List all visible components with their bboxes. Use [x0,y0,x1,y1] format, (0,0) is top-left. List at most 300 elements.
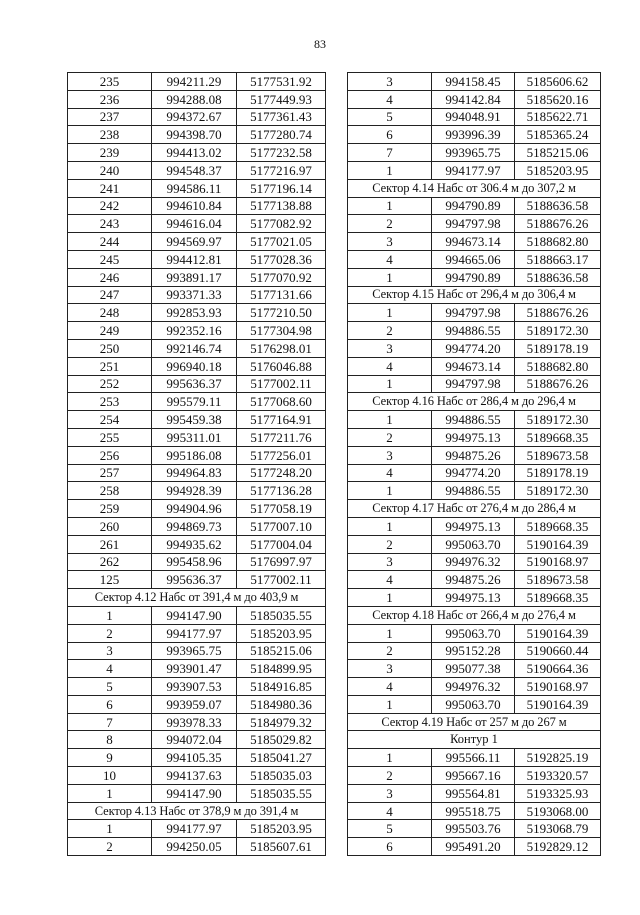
point-number-cell: 2 [348,767,432,785]
point-number-cell: 1 [348,624,432,642]
x-coordinate-cell: 993978.33 [152,713,237,731]
y-coordinate-cell: 5189172.30 [515,482,601,500]
y-coordinate-cell: 5189178.19 [515,464,601,482]
point-number-cell: 6 [348,838,432,856]
x-coordinate-cell: 995459.38 [152,411,237,429]
y-coordinate-cell: 5190164.39 [515,624,601,642]
y-coordinate-cell: 5189673.58 [515,571,601,589]
point-number-cell: 10 [68,767,152,785]
y-coordinate-cell: 5185215.06 [237,642,326,660]
table-row [68,767,326,785]
table-row [348,322,601,340]
x-coordinate-cell: 994288.08 [152,90,237,108]
x-coordinate-cell: 995063.70 [432,624,515,642]
point-number-cell: 4 [68,660,152,678]
sector-title: Сектор 4.13 Набс от 378,9 м до 391,4 м [68,802,326,820]
point-number-cell: 4 [348,464,432,482]
point-number-cell: 1 [348,197,432,215]
x-coordinate-cell: 994105.35 [152,749,237,767]
y-coordinate-cell: 5177068.60 [237,393,326,411]
x-coordinate-cell: 995579.11 [152,393,237,411]
table-row [348,233,601,251]
point-number-cell: 2 [348,535,432,553]
point-number-cell: 4 [348,250,432,268]
y-coordinate-cell: 5177256.01 [237,446,326,464]
table-row [68,108,326,126]
x-coordinate-cell: 993891.17 [152,268,237,286]
y-coordinate-cell: 5185203.95 [237,820,326,838]
table-row [348,464,601,482]
y-coordinate-cell: 5177304.98 [237,322,326,340]
point-number-cell: 4 [348,802,432,820]
table-row [68,517,326,535]
table-row [68,571,326,589]
y-coordinate-cell: 5185029.82 [237,731,326,749]
point-number-cell: 4 [348,571,432,589]
table-row [68,215,326,233]
x-coordinate-cell: 994790.89 [432,197,515,215]
table-row [68,126,326,144]
point-number-cell: 252 [68,375,152,393]
x-coordinate-cell: 993959.07 [152,695,237,713]
point-number-cell: 1 [68,784,152,802]
y-coordinate-cell: 5188676.26 [515,215,601,233]
y-coordinate-cell: 5176046.88 [237,357,326,375]
point-number-cell: 1 [348,304,432,322]
x-coordinate-cell: 994147.90 [152,784,237,802]
point-number-cell: 1 [348,161,432,179]
point-number-cell: 2 [348,428,432,446]
x-coordinate-cell: 995077.38 [432,660,515,678]
table-row [348,624,601,642]
y-coordinate-cell: 5177028.36 [237,250,326,268]
point-number-cell: 251 [68,357,152,375]
point-number-cell: 2 [348,215,432,233]
table-row [68,144,326,162]
y-coordinate-cell: 5190164.39 [515,695,601,713]
x-coordinate-cell: 995311.01 [152,428,237,446]
y-coordinate-cell: 5177232.58 [237,144,326,162]
y-coordinate-cell: 5177216.97 [237,161,326,179]
x-coordinate-cell: 994048.91 [432,108,515,126]
table-row [348,820,601,838]
contour-title: Контур 1 [348,731,601,749]
table-row [348,660,601,678]
point-number-cell: 257 [68,464,152,482]
y-coordinate-cell: 5185035.55 [237,606,326,624]
sector-header-row [68,589,326,607]
x-coordinate-cell: 994928.39 [152,482,237,500]
table-row [68,642,326,660]
y-coordinate-cell: 5177136.28 [237,482,326,500]
point-number-cell: 1 [348,375,432,393]
table-row [348,553,601,571]
point-number-cell: 237 [68,108,152,126]
x-coordinate-cell: 995667.16 [432,767,515,785]
table-row [68,695,326,713]
point-number-cell: 3 [348,446,432,464]
table-row [68,749,326,767]
table-row [348,695,601,713]
y-coordinate-cell: 5190164.39 [515,535,601,553]
point-number-cell: 259 [68,500,152,518]
table-row [348,197,601,215]
y-coordinate-cell: 5190660.44 [515,642,601,660]
table-row [68,375,326,393]
point-number-cell: 4 [348,90,432,108]
table-row [68,197,326,215]
sector-header-row [348,179,601,197]
point-number-cell: 6 [348,126,432,144]
x-coordinate-cell: 994211.29 [152,73,237,91]
point-number-cell: 1 [348,482,432,500]
x-coordinate-cell: 994774.20 [432,464,515,482]
x-coordinate-cell: 994158.45 [432,73,515,91]
y-coordinate-cell: 5184899.95 [237,660,326,678]
y-coordinate-cell: 5193068.79 [515,820,601,838]
sector-title: Сектор 4.12 Набс от 391,4 м до 403,9 м [68,589,326,607]
table-row [348,589,601,607]
y-coordinate-cell: 5189668.35 [515,428,601,446]
table-row [348,161,601,179]
x-coordinate-cell: 994797.98 [432,215,515,233]
x-coordinate-cell: 994569.97 [152,233,237,251]
x-coordinate-cell: 993965.75 [432,144,515,162]
x-coordinate-cell: 995063.70 [432,695,515,713]
table-row [348,784,601,802]
point-number-cell: 256 [68,446,152,464]
x-coordinate-cell: 994975.13 [432,589,515,607]
table-row [68,304,326,322]
x-coordinate-cell: 994413.02 [152,144,237,162]
y-coordinate-cell: 5184980.36 [237,695,326,713]
point-number-cell: 258 [68,482,152,500]
point-number-cell: 4 [348,357,432,375]
y-coordinate-cell: 5177210.50 [237,304,326,322]
table-row [348,144,601,162]
y-coordinate-cell: 5177070.92 [237,268,326,286]
sector-title: Сектор 4.15 Набс от 296,4 м до 306,4 м [348,286,601,304]
sector-title: Сектор 4.14 Набс от 306.4 м до 307,2 м [348,179,601,197]
table-row [68,713,326,731]
point-number-cell: 1 [68,606,152,624]
point-number-cell: 1 [348,695,432,713]
y-coordinate-cell: 5188682.80 [515,233,601,251]
y-coordinate-cell: 5189172.30 [515,411,601,429]
table-row [348,250,601,268]
y-coordinate-cell: 5177002.11 [237,571,326,589]
table-row [68,678,326,696]
sector-title: Сектор 4.19 Набс от 257 м до 267 м [348,713,601,731]
x-coordinate-cell: 994975.13 [432,517,515,535]
y-coordinate-cell: 5185622.71 [515,108,601,126]
point-number-cell: 260 [68,517,152,535]
point-number-cell: 3 [348,553,432,571]
table-row [68,357,326,375]
x-coordinate-cell: 994797.98 [432,304,515,322]
point-number-cell: 3 [348,339,432,357]
table-row [68,500,326,518]
x-coordinate-cell: 994869.73 [152,517,237,535]
y-coordinate-cell: 5192825.19 [515,749,601,767]
x-coordinate-cell: 994774.20 [432,339,515,357]
point-number-cell: 262 [68,553,152,571]
x-coordinate-cell: 996940.18 [152,357,237,375]
x-coordinate-cell: 994616.04 [152,215,237,233]
point-number-cell: 3 [348,784,432,802]
table-row [348,571,601,589]
y-coordinate-cell: 5176997.97 [237,553,326,571]
table-row [68,233,326,251]
x-coordinate-cell: 994137.63 [152,767,237,785]
table-row [68,820,326,838]
y-coordinate-cell: 5177082.92 [237,215,326,233]
y-coordinate-cell: 5189178.19 [515,339,601,357]
y-coordinate-cell: 5190168.97 [515,678,601,696]
sector-header-row [348,393,601,411]
table-row [348,428,601,446]
table-row [68,161,326,179]
x-coordinate-cell: 994886.55 [432,322,515,340]
point-number-cell: 249 [68,322,152,340]
x-coordinate-cell: 994886.55 [432,411,515,429]
table-row [68,660,326,678]
table-row [348,749,601,767]
y-coordinate-cell: 5177196.14 [237,179,326,197]
table-row [348,802,601,820]
point-number-cell: 5 [348,108,432,126]
table-row [348,268,601,286]
y-coordinate-cell: 5185041.27 [237,749,326,767]
x-coordinate-cell: 993901.47 [152,660,237,678]
y-coordinate-cell: 5177280.74 [237,126,326,144]
x-coordinate-cell: 994665.06 [432,250,515,268]
y-coordinate-cell: 5189668.35 [515,589,601,607]
x-coordinate-cell: 994875.26 [432,446,515,464]
x-coordinate-cell: 995518.75 [432,802,515,820]
x-coordinate-cell: 994412.81 [152,250,237,268]
point-number-cell: 261 [68,535,152,553]
y-coordinate-cell: 5177002.11 [237,375,326,393]
y-coordinate-cell: 5188663.17 [515,250,601,268]
table-row [348,73,601,91]
x-coordinate-cell: 994975.13 [432,428,515,446]
table-row [68,428,326,446]
sector-header-row [348,500,601,518]
point-number-cell: 243 [68,215,152,233]
x-coordinate-cell: 994250.05 [152,838,237,856]
y-coordinate-cell: 5177164.91 [237,411,326,429]
x-coordinate-cell: 995458.96 [152,553,237,571]
point-number-cell: 5 [348,820,432,838]
y-coordinate-cell: 5192829.12 [515,838,601,856]
x-coordinate-cell: 995564.81 [432,784,515,802]
y-coordinate-cell: 5188676.26 [515,375,601,393]
y-coordinate-cell: 5188636.58 [515,268,601,286]
x-coordinate-cell: 994935.62 [152,535,237,553]
point-number-cell: 1 [348,589,432,607]
point-number-cell: 239 [68,144,152,162]
y-coordinate-cell: 5177058.19 [237,500,326,518]
coordinates-table-right [347,72,601,856]
table-row [348,108,601,126]
x-coordinate-cell: 994177.97 [152,624,237,642]
point-number-cell: 2 [348,322,432,340]
y-coordinate-cell: 5177211.76 [237,428,326,446]
table-row [348,767,601,785]
contour-header-row [348,731,601,749]
table-row [68,73,326,91]
point-number-cell: 6 [68,695,152,713]
table-row [348,215,601,233]
x-coordinate-cell: 994177.97 [432,161,515,179]
x-coordinate-cell: 993907.53 [152,678,237,696]
y-coordinate-cell: 5185035.55 [237,784,326,802]
table-row [68,838,326,856]
x-coordinate-cell: 994072.04 [152,731,237,749]
point-number-cell: 235 [68,73,152,91]
table-row [68,393,326,411]
point-number-cell: 8 [68,731,152,749]
x-coordinate-cell: 992146.74 [152,339,237,357]
y-coordinate-cell: 5190168.97 [515,553,601,571]
sector-header-row [348,713,601,731]
point-number-cell: 238 [68,126,152,144]
y-coordinate-cell: 5185203.95 [515,161,601,179]
x-coordinate-cell: 994586.11 [152,179,237,197]
table-row [68,606,326,624]
point-number-cell: 1 [348,268,432,286]
point-number-cell: 125 [68,571,152,589]
y-coordinate-cell: 5177131.66 [237,286,326,304]
table-row [348,517,601,535]
table-row [348,411,601,429]
sector-title: Сектор 4.18 Набс от 266,4 м до 276,4 м [348,606,601,624]
x-coordinate-cell: 994673.14 [432,357,515,375]
table-row [68,464,326,482]
y-coordinate-cell: 5188636.58 [515,197,601,215]
y-coordinate-cell: 5189172.30 [515,322,601,340]
y-coordinate-cell: 5177004.04 [237,535,326,553]
x-coordinate-cell: 994142.84 [432,90,515,108]
x-coordinate-cell: 993996.39 [432,126,515,144]
table-row [68,322,326,340]
table-row [68,624,326,642]
table-row [348,375,601,393]
point-number-cell: 4 [348,678,432,696]
point-number-cell: 9 [68,749,152,767]
x-coordinate-cell: 994147.90 [152,606,237,624]
y-coordinate-cell: 5184979.32 [237,713,326,731]
table-row [348,535,601,553]
table-row [348,642,601,660]
x-coordinate-cell: 995636.37 [152,375,237,393]
x-coordinate-cell: 995566.11 [432,749,515,767]
point-number-cell: 246 [68,268,152,286]
table-row [68,268,326,286]
x-coordinate-cell: 995491.20 [432,838,515,856]
y-coordinate-cell: 5185607.61 [237,838,326,856]
table-row [348,678,601,696]
y-coordinate-cell: 5177007.10 [237,517,326,535]
y-coordinate-cell: 5177021.05 [237,233,326,251]
coordinates-table-left [67,72,326,856]
y-coordinate-cell: 5193325.93 [515,784,601,802]
sector-header-row [348,606,601,624]
point-number-cell: 242 [68,197,152,215]
x-coordinate-cell: 994548.37 [152,161,237,179]
point-number-cell: 5 [68,678,152,696]
sector-header-row [68,802,326,820]
point-number-cell: 7 [348,144,432,162]
point-number-cell: 3 [348,233,432,251]
table-row [348,446,601,464]
sector-header-row [348,286,601,304]
point-number-cell: 248 [68,304,152,322]
y-coordinate-cell: 5185620.16 [515,90,601,108]
y-coordinate-cell: 5177248.20 [237,464,326,482]
table-row [68,250,326,268]
point-number-cell: 3 [68,642,152,660]
x-coordinate-cell: 994904.96 [152,500,237,518]
y-coordinate-cell: 5176298.01 [237,339,326,357]
point-number-cell: 254 [68,411,152,429]
sector-title: Сектор 4.17 Набс от 276,4 м до 286,4 м [348,500,601,518]
x-coordinate-cell: 994372.67 [152,108,237,126]
y-coordinate-cell: 5190664.36 [515,660,601,678]
table-row [68,286,326,304]
table-row [348,482,601,500]
table-row [68,90,326,108]
y-coordinate-cell: 5189673.58 [515,446,601,464]
point-number-cell: 241 [68,179,152,197]
table-row [68,446,326,464]
point-number-cell: 2 [348,642,432,660]
x-coordinate-cell: 993965.75 [152,642,237,660]
point-number-cell: 250 [68,339,152,357]
x-coordinate-cell: 994797.98 [432,375,515,393]
point-number-cell: 245 [68,250,152,268]
y-coordinate-cell: 5184916.85 [237,678,326,696]
point-number-cell: 7 [68,713,152,731]
x-coordinate-cell: 994790.89 [432,268,515,286]
x-coordinate-cell: 995503.76 [432,820,515,838]
x-coordinate-cell: 995186.08 [152,446,237,464]
y-coordinate-cell: 5185365.24 [515,126,601,144]
y-coordinate-cell: 5185203.95 [237,624,326,642]
x-coordinate-cell: 994673.14 [432,233,515,251]
point-number-cell: 1 [348,749,432,767]
x-coordinate-cell: 995152.28 [432,642,515,660]
point-number-cell: 247 [68,286,152,304]
page-number: 83 [314,37,326,51]
x-coordinate-cell: 993371.33 [152,286,237,304]
table-row [68,535,326,553]
x-coordinate-cell: 992352.16 [152,322,237,340]
table-row [348,339,601,357]
y-coordinate-cell: 5188682.80 [515,357,601,375]
point-number-cell: 236 [68,90,152,108]
point-number-cell: 253 [68,393,152,411]
x-coordinate-cell: 995636.37 [152,571,237,589]
x-coordinate-cell: 994976.32 [432,678,515,696]
point-number-cell: 3 [348,660,432,678]
x-coordinate-cell: 994610.84 [152,197,237,215]
point-number-cell: 1 [68,820,152,838]
y-coordinate-cell: 5177138.88 [237,197,326,215]
x-coordinate-cell: 994177.97 [152,820,237,838]
y-coordinate-cell: 5189668.35 [515,517,601,535]
